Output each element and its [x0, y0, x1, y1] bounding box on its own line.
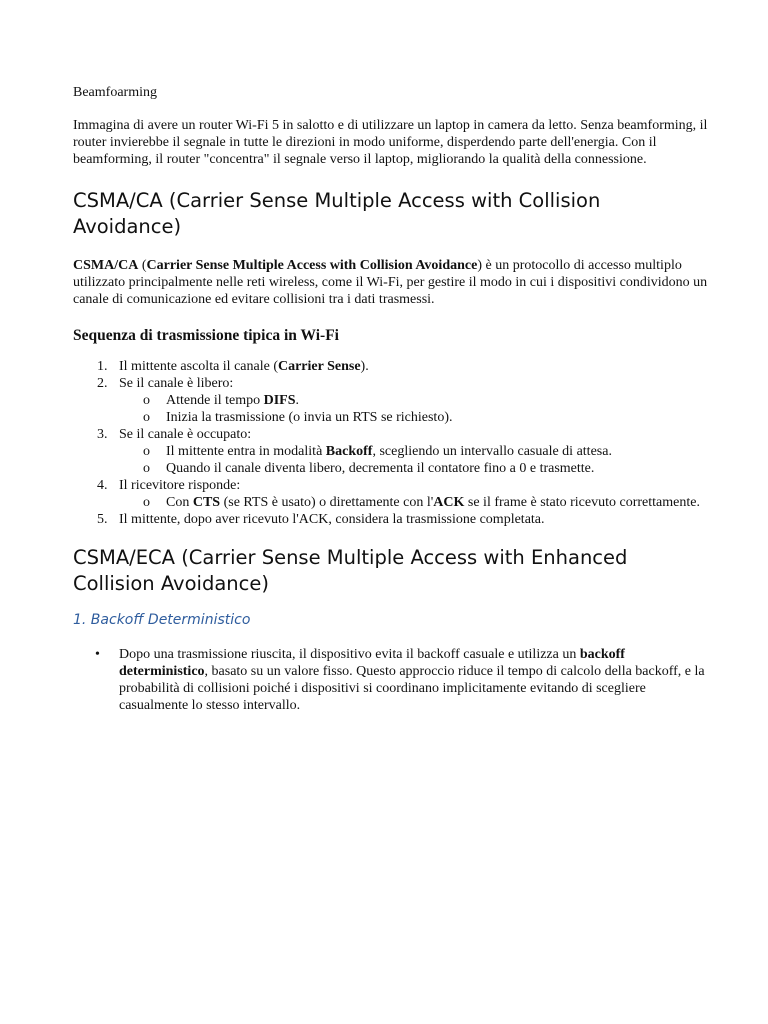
step-number: 5. — [97, 512, 108, 527]
list-item — [73, 358, 708, 375]
sub-text: Con — [166, 495, 193, 510]
sub-bold: CTS — [192, 495, 221, 510]
intro-title: Beamfoarming — [73, 85, 157, 100]
list-item — [73, 511, 708, 528]
transmission-sequence-heading: Sequenza di trasmissione tipica in Wi-Fi — [73, 327, 339, 344]
sub-text: . — [295, 393, 299, 408]
sub-bold: DIFS — [263, 393, 296, 408]
step-text: ). — [360, 359, 369, 374]
step-text: Il mittente, dopo aver ricevuto l'ACK, considera la trasmissione completata. — [119, 512, 545, 527]
eca-bullet-list — [73, 646, 708, 714]
sub-text: se il frame è stato ricevuto correttamente. — [464, 495, 700, 510]
circle-bullet-icon: o — [143, 461, 150, 476]
sub-list-item — [119, 392, 708, 409]
sub-list-item — [119, 443, 708, 460]
circle-bullet-icon: o — [143, 495, 150, 510]
transmission-steps-list — [73, 358, 708, 528]
list-item — [73, 375, 708, 426]
csma-ca-heading: CSMA/CA (Carrier Sense Multiple Access with Collision Avoidance) — [73, 189, 601, 238]
list-item — [73, 477, 708, 511]
step-text: Il ricevitore risponde: — [119, 478, 241, 493]
sub-bold: ACK — [433, 495, 465, 510]
csma-ca-paragraph — [73, 257, 708, 308]
sub-list-item — [119, 460, 708, 477]
csma-ca-open-paren: ( — [138, 258, 147, 273]
sub-list — [119, 392, 708, 426]
step-number: 4. — [97, 478, 108, 493]
sub-text: Quando il canale diventa libero, decrementa il contatore fino a 0 e trasmette. — [166, 461, 595, 476]
circle-bullet-icon: o — [143, 393, 150, 408]
csma-eca-heading: CSMA/ECA (Carrier Sense Multiple Access with Enhanced Collision Avoidance) — [73, 546, 628, 595]
sub-bold: Backoff — [325, 444, 373, 459]
circle-bullet-icon: o — [143, 410, 150, 425]
bullet-icon: • — [95, 647, 100, 662]
bullet-text: , basato su un valore fisso. Questo approccio riduce il tempo di calcolo della backoff, e la probabilità di collisioni poiché i dispositivi si coordinano implicitamente evitando di scegliere casualmente lo stesso intervallo. — [119, 664, 705, 713]
backoff-deterministico-heading: 1. Backoff Deterministico — [73, 612, 251, 628]
sub-list — [119, 494, 708, 511]
sub-text: (se RTS è usato) o direttamente con l' — [220, 495, 434, 510]
sub-list — [119, 443, 708, 477]
list-item — [73, 646, 708, 714]
csma-ca-term: CSMA/CA — [73, 258, 139, 273]
step-number: 3. — [97, 427, 108, 442]
step-text: Se il canale è libero: — [119, 376, 234, 391]
sub-text: Il mittente entra in modalità — [166, 444, 326, 459]
step-text: Il mittente ascolta il canale ( — [119, 359, 278, 374]
sub-text: , scegliendo un intervallo casuale di attesa. — [372, 444, 612, 459]
step-number: 2. — [97, 376, 108, 391]
csma-ca-term-full: Carrier Sense Multiple Access with Collision Avoidance — [146, 258, 478, 273]
intro-paragraph: Immagina di avere un router Wi-Fi 5 in salotto e di utilizzare un laptop in camera da letto. Senza beamforming, il router invierebbe il segnale in tutte le direzioni in modo uniforme, disperdendo parte dell'energia. Con il beamforming, il router "concentra" il segnale verso il laptop, migliorando la qualità della connessione. — [73, 118, 708, 167]
bullet-text: Dopo una trasmissione riuscita, il dispositivo evita il backoff casuale e utilizza un — [119, 647, 580, 662]
circle-bullet-icon: o — [143, 444, 150, 459]
step-text: Se il canale è occupato: — [119, 427, 252, 442]
csma-ca-paragraph-rest: ) è un protocollo di accesso multiplo utilizzato principalmente nelle reti wireless, come il Wi-Fi, per gestire il modo in cui i dispositivi condividono un canale di comunicazione ed evitare collisioni tra i dati trasmessi. — [73, 258, 708, 307]
list-item — [73, 426, 708, 477]
sub-list-item — [119, 494, 708, 511]
sub-list-item — [119, 409, 708, 426]
sub-text: Attende il tempo — [166, 393, 264, 408]
bullet-bold: backoff deterministico — [119, 647, 625, 679]
step-number: 1. — [97, 359, 108, 374]
sub-text: Inizia la trasmissione (o invia un RTS se richiesto). — [166, 410, 453, 425]
step-bold: Carrier Sense — [277, 359, 361, 374]
